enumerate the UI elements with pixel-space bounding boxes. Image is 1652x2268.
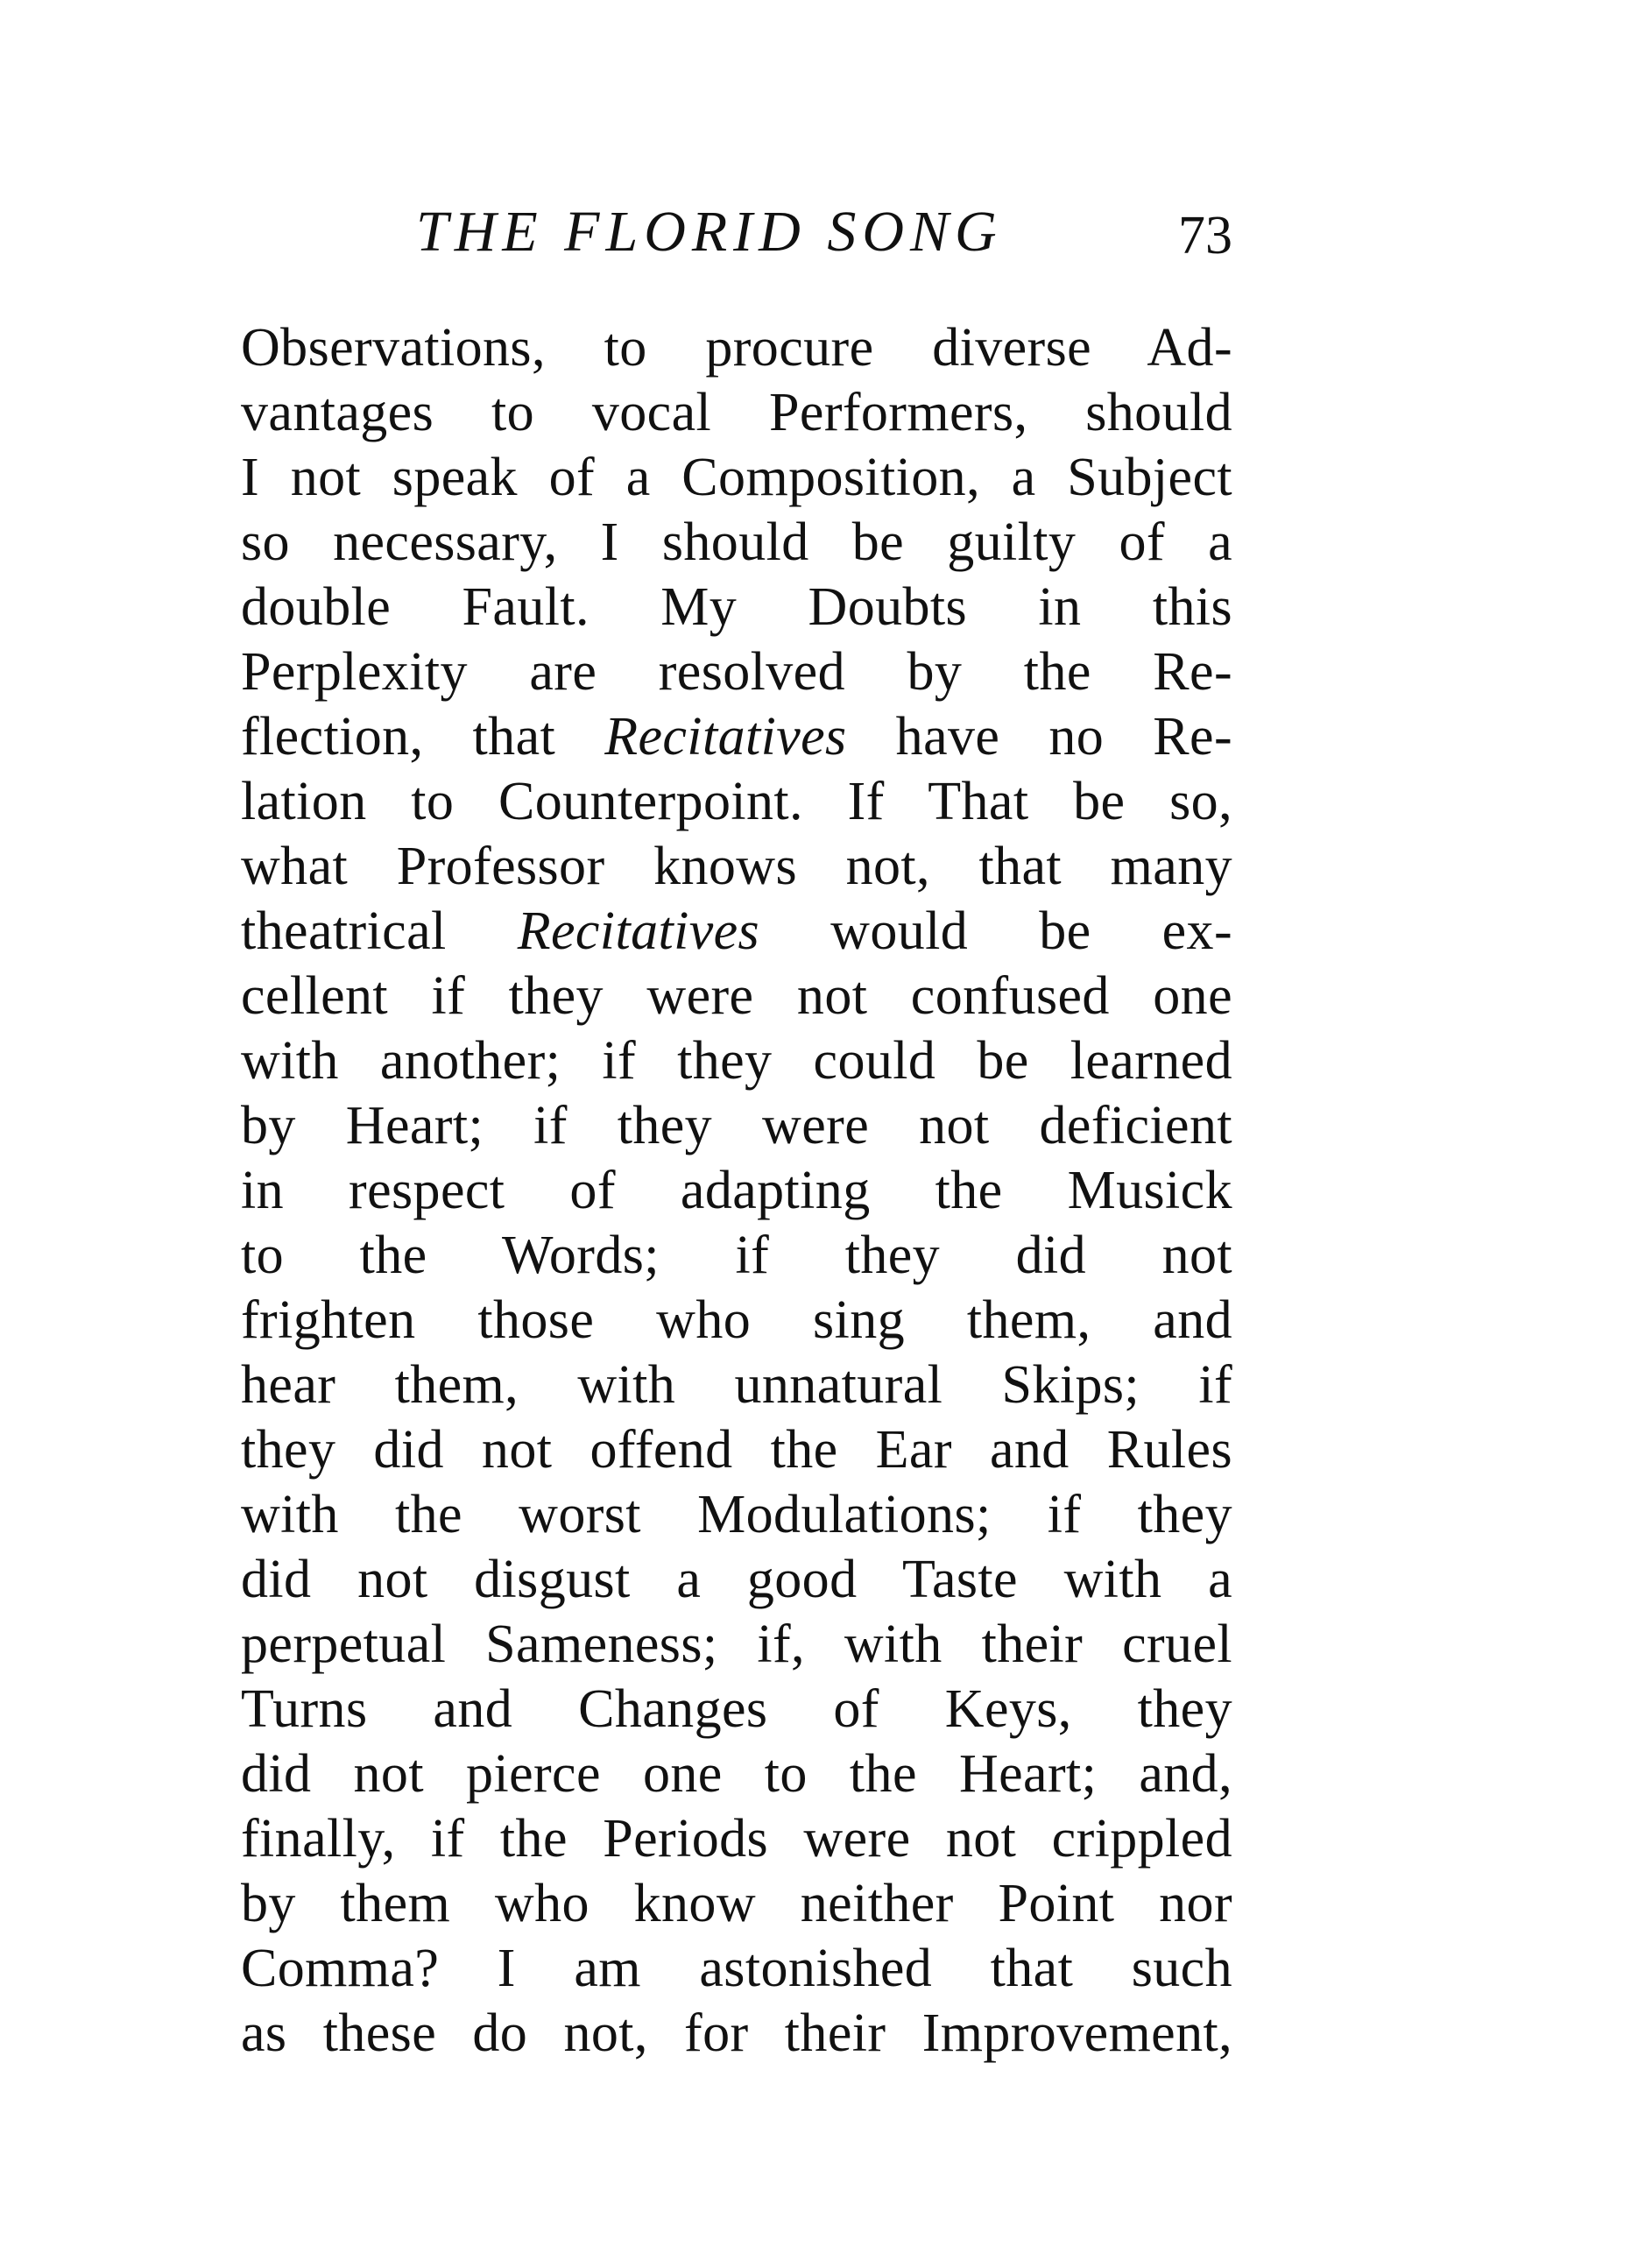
- text-line: Perplexity are resolved by the Re-: [241, 642, 1232, 702]
- text-line: vantages to vocal Performers, should: [241, 383, 1232, 442]
- text-line: perpetual Sameness; if, with their cruel: [241, 1614, 1232, 1674]
- text-line: with another; if they could be learned: [241, 1031, 1232, 1091]
- text-line: in respect of adapting the Musick: [241, 1161, 1232, 1220]
- text-line: by them who know neither Point nor: [241, 1874, 1232, 1933]
- page-header: [416, 197, 1232, 267]
- text-line: with the worst Modulations; if they: [241, 1485, 1232, 1544]
- text-line: finally, if the Periods were not crippled: [241, 1809, 1232, 1869]
- text-line: frighten those who sing them, and: [241, 1290, 1232, 1350]
- italic-term: Recitatives: [517, 901, 760, 961]
- text-line: double Fault. My Doubts in this: [241, 577, 1232, 637]
- text-line: so necessary, I should be guilty of a: [241, 512, 1232, 572]
- text-line: Comma? I am astonished that such: [241, 1939, 1232, 1998]
- text-line: [241, 704, 1232, 769]
- italic-term: Recitatives: [604, 707, 847, 767]
- text-fragment: have no Re-: [846, 707, 1232, 767]
- text-line: they did not offend the Ear and Rules: [241, 1420, 1232, 1480]
- text-line: Turns and Changes of Keys, they: [241, 1679, 1232, 1739]
- body-text: [241, 315, 1232, 2066]
- text-line: [241, 899, 1232, 964]
- text-fragment: flection, that: [241, 707, 605, 767]
- text-line: Observations, to procure diverse Ad-: [241, 318, 1232, 378]
- text-line: by Heart; if they were not deficient: [241, 1096, 1232, 1155]
- text-line: I not speak of a Composition, a Subject: [241, 448, 1232, 507]
- text-line: lation to Counterpoint. If That be so,: [241, 772, 1232, 831]
- text-line: as these do not, for their Improvement,: [241, 2003, 1232, 2063]
- text-line: did not disgust a good Taste with a: [241, 1550, 1232, 1609]
- text-line: hear them, with unnatural Skips; if: [241, 1355, 1232, 1415]
- text-line: cellent if they were not confused one: [241, 966, 1232, 1026]
- text-line: did not pierce one to the Heart; and,: [241, 1744, 1232, 1804]
- text-fragment: theatrical: [241, 901, 518, 961]
- text-line: to the Words; if they did not: [241, 1226, 1232, 1285]
- text-line: what Professor knows not, that many: [241, 837, 1232, 896]
- running-head: THE FLORID SONG: [416, 200, 1003, 264]
- text-fragment: would be ex-: [759, 901, 1232, 961]
- page-number: 73: [1178, 206, 1232, 265]
